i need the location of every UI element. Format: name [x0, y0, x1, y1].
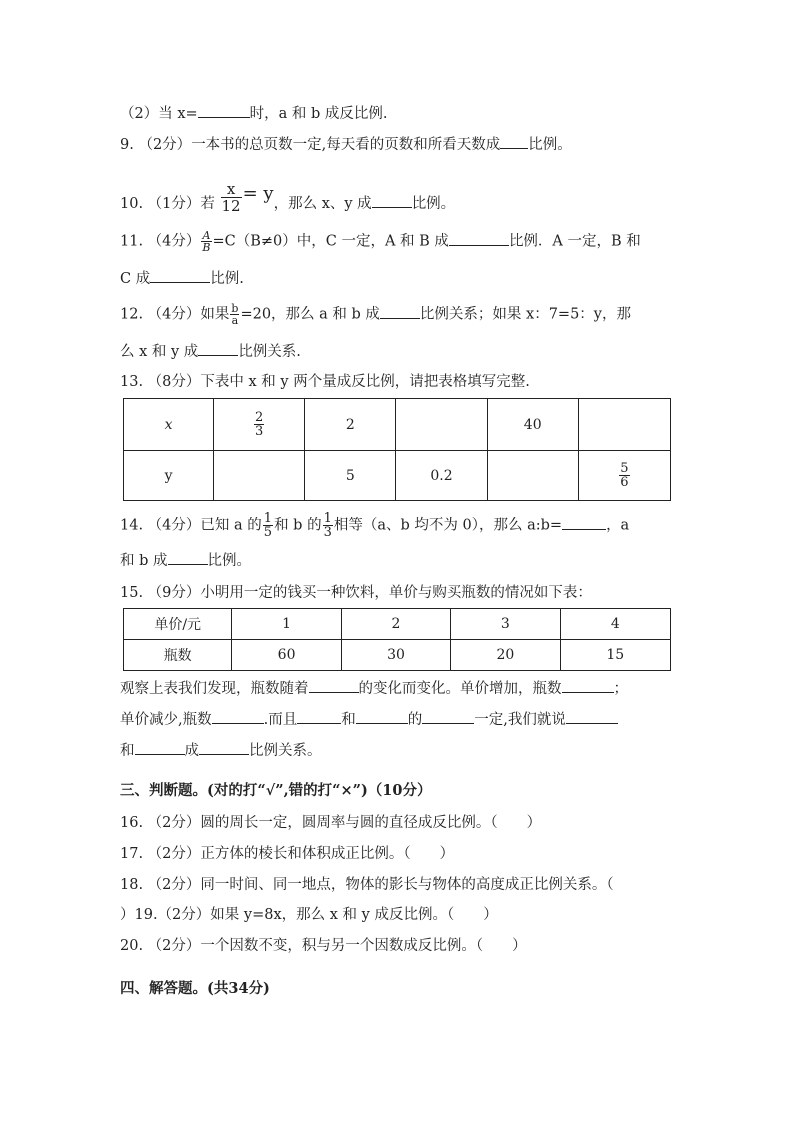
table-cell[interactable]	[396, 399, 487, 451]
question-14: 14. （4分）已知 a 的 $\frac{1}{5}$ 和 b 的 $\frac{1}{3}$ 相等（a、b 均不为 0），那么 a:b= ，a	[120, 511, 630, 540]
answer-blank[interactable]	[562, 678, 614, 693]
table-row	[124, 640, 671, 671]
table-cell: 2	[305, 399, 396, 451]
table-cell: 1	[232, 609, 341, 640]
table-cell	[214, 399, 305, 451]
table-row	[124, 399, 671, 451]
table-cell: 40	[487, 399, 578, 451]
answer-blank[interactable]	[212, 709, 264, 724]
fraction-a-over-b: $\frac{A}{B}$	[202, 229, 211, 254]
table-row	[124, 609, 671, 640]
fraction-1-over-3: $\frac{1}{3}$	[323, 511, 332, 540]
section-4-title: 四、解答题。(共34分)	[120, 980, 270, 997]
answer-blank[interactable]	[135, 740, 185, 755]
table-cell: 瓶数	[124, 640, 232, 671]
table-cell: 3	[451, 609, 560, 640]
q8-part2: （2）当 x= 时，a 和 b 成反比例.	[120, 103, 388, 124]
table-cell: 2	[341, 609, 450, 640]
table-cell: 0.2	[396, 451, 487, 501]
table-row	[124, 451, 671, 501]
answer-blank[interactable]	[198, 341, 238, 356]
question-9: 9. （2分）一本书的总页数一定,每天看的页数和所看天数成 比例。	[120, 134, 572, 155]
table-cell[interactable]	[214, 451, 305, 501]
table-cell: 单价/元	[124, 609, 232, 640]
table-cell: 20	[451, 640, 560, 671]
table-q13	[123, 398, 671, 501]
answer-blank[interactable]	[150, 268, 210, 283]
table-cell: y	[124, 451, 214, 501]
fraction-x-over-12: $\frac{x}{12}$	[221, 180, 241, 215]
answer-blank[interactable]	[168, 550, 208, 565]
table-cell: 60	[232, 640, 341, 671]
answer-blank[interactable]	[566, 709, 618, 724]
fraction-5-over-6: $\frac{5}{6}$	[620, 461, 629, 490]
fraction-2-over-3: $\frac{2}{3}$	[255, 410, 264, 439]
question-15-obs-2: 单价减少,瓶数 .而且 和 的 一定,我们就说	[120, 709, 618, 730]
question-14-cont: 和 b 成 比例。	[120, 550, 251, 571]
table-cell	[578, 451, 670, 501]
answer-blank[interactable]	[199, 740, 249, 755]
question-12: 12. （4分）如果 $\frac{b}{a}$ =20，那么 a 和 b 成 比例关系；如果 x：7=5：y，那	[120, 302, 631, 327]
table-cell[interactable]	[487, 451, 578, 501]
table-q15	[123, 608, 671, 671]
answer-blank[interactable]	[380, 304, 420, 319]
answer-blank[interactable]	[500, 134, 528, 149]
answer-blank[interactable]	[356, 709, 408, 724]
section-3-title: 三、判断题。(对的打“√”,错的打“×”)（10分）	[120, 782, 432, 799]
table-cell[interactable]	[578, 399, 670, 451]
question-11-cont: C 成 比例.	[120, 268, 244, 289]
question-13: 13. （8分）下表中 x 和 y 两个量成反比例，请把表格填写完整.	[120, 374, 530, 390]
answer-blank[interactable]	[449, 231, 509, 246]
answer-blank[interactable]	[309, 678, 359, 693]
question-19: ）19.（2分）如果 y=8x，那么 x 和 y 成反比例。（ ）	[120, 907, 498, 923]
answer-blank[interactable]	[297, 709, 341, 724]
answer-blank[interactable]	[372, 193, 412, 208]
answer-blank[interactable]	[198, 103, 250, 118]
answer-blank[interactable]	[422, 709, 474, 724]
table-cell: 15	[560, 640, 670, 671]
question-20: 20. （2分）一个因数不变，积与另一个因数成反比例。（ ）	[120, 938, 527, 954]
question-17: 17. （2分）正方体的棱长和体积成正比例。（ ）	[120, 846, 455, 862]
question-16: 16. （2分）圆的周长一定，圆周率与圆的直径成反比例。（ ）	[120, 815, 542, 831]
table-cell: 5	[305, 451, 396, 501]
question-11: 11. （4分） $\frac{A}{B}$ =C（B≠0）中，C 一定，A 和 B 成 比例．A 一定，B 和	[120, 229, 641, 254]
question-15-obs-1: 观察上表我们发现，瓶数随着 的变化而变化。单价增加，瓶数 ；	[120, 678, 628, 699]
fraction-1-over-5: $\frac{1}{5}$	[263, 511, 273, 540]
question-18: 18. （2分）同一时间、同一地点，物体的影长与物体的高度成正比例关系。（	[120, 877, 614, 893]
question-12-cont: 么 x 和 y 成 比例关系.	[120, 341, 301, 362]
answer-blank[interactable]	[562, 515, 606, 530]
table-cell: x	[124, 399, 214, 451]
question-15-obs-3: 和 成 比例关系。	[120, 740, 322, 761]
table-cell: 4	[560, 609, 670, 640]
fraction-b-over-a: $\frac{b}{a}$	[231, 302, 239, 327]
question-15: 15. （9分）小明用一定的钱买一种饮料，单价与购买瓶数的情况如下表：	[120, 585, 592, 601]
table-cell: 30	[341, 640, 450, 671]
question-10: 10. （1分）若 $\frac{x}{12}$ = y，那么 x、y 成 比例。	[120, 180, 456, 215]
